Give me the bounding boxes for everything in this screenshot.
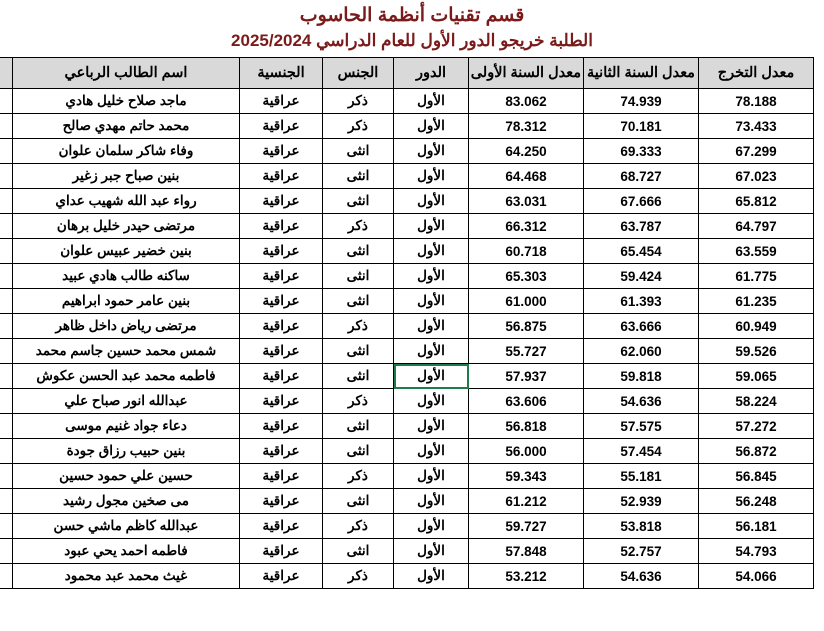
cell-nat[interactable]: عراقية [240,389,323,414]
cell-gender[interactable]: ذكر [323,114,394,139]
cell-gender[interactable]: انثى [323,414,394,439]
cell-round[interactable]: الأول [394,464,469,489]
cell-round[interactable]: الأول [394,539,469,564]
cell-gpa[interactable]: 57.272 [699,414,814,439]
cell-round[interactable]: الأول [394,239,469,264]
cell-nat[interactable]: عراقية [240,364,323,389]
cell-num[interactable] [0,539,13,564]
cell-y2[interactable]: 53.818 [584,514,699,539]
cell-y2[interactable]: 61.393 [584,289,699,314]
table-row [0,214,814,239]
cell-y2[interactable]: 62.060 [584,339,699,364]
cell-nat[interactable]: عراقية [240,139,323,164]
cell-gender[interactable]: انثى [323,289,394,314]
cell-num[interactable] [0,114,13,139]
cell-gpa[interactable]: 56.181 [699,514,814,539]
cell-gpa[interactable]: 56.872 [699,439,814,464]
cell-num[interactable] [0,189,13,214]
cell-y2[interactable]: 63.666 [584,314,699,339]
table-row [0,114,814,139]
table-header-row [0,58,814,89]
cell-nat[interactable]: عراقية [240,89,323,114]
table-header [0,58,814,89]
cell-gpa[interactable]: 60.949 [699,314,814,339]
column-header-num[interactable] [0,58,13,89]
cell-num[interactable] [0,414,13,439]
column-header-y1[interactable]: معدل السنة الأولى [469,58,584,89]
cell-num[interactable] [0,239,13,264]
cell-nat[interactable]: عراقية [240,114,323,139]
cell-num[interactable] [0,214,13,239]
cell-name[interactable]: وفاء شاكر سلمان علوان [13,139,240,164]
cell-gpa[interactable]: 56.845 [699,464,814,489]
cell-gender[interactable]: انثى [323,489,394,514]
cell-name[interactable]: بنين حبيب رزاق جودة [13,439,240,464]
table-row [0,539,814,564]
cell-gender[interactable]: انثى [323,364,394,389]
cell-name[interactable]: بنين عامر حمود ابراهيم [13,289,240,314]
cell-gender[interactable]: انثى [323,164,394,189]
cell-num[interactable] [0,564,13,589]
cell-round[interactable]: الأول [394,139,469,164]
cell-y1[interactable]: 61.000 [469,289,584,314]
cell-nat[interactable]: عراقية [240,489,323,514]
cell-num[interactable] [0,264,13,289]
cell-gpa[interactable]: 63.559 [699,239,814,264]
cell-gpa[interactable]: 54.066 [699,564,814,589]
cell-num[interactable] [0,364,13,389]
cell-gpa[interactable]: 78.188 [699,89,814,114]
cell-gender[interactable]: انثى [323,239,394,264]
cell-round[interactable]: الأول [394,89,469,114]
cell-gender[interactable]: ذكر [323,314,394,339]
cell-name[interactable]: مرتضى حيدر خليل برهان [13,214,240,239]
cell-num[interactable] [0,314,13,339]
table-row [0,314,814,339]
cell-num[interactable] [0,89,13,114]
cell-num[interactable] [0,164,13,189]
cell-name[interactable]: دعاء جواد غنيم موسى [13,414,240,439]
cell-gpa[interactable]: 56.248 [699,489,814,514]
cell-y1[interactable]: 59.343 [469,464,584,489]
cell-y1[interactable]: 63.031 [469,189,584,214]
cell-gpa[interactable]: 61.235 [699,289,814,314]
cell-y1[interactable]: 66.312 [469,214,584,239]
cell-nat[interactable]: عراقية [240,439,323,464]
table-row [0,289,814,314]
cell-y2[interactable]: 70.181 [584,114,699,139]
cell-round[interactable]: الأول [394,214,469,239]
table-row [0,189,814,214]
cell-y1[interactable]: 60.718 [469,239,584,264]
cell-nat[interactable]: عراقية [240,164,323,189]
cell-round[interactable]: الأول [394,514,469,539]
cell-round[interactable]: الأول [394,439,469,464]
cell-round[interactable]: الأول [394,264,469,289]
cell-round[interactable]: الأول [394,339,469,364]
table-row [0,339,814,364]
cell-y2[interactable]: 59.424 [584,264,699,289]
cell-y1[interactable]: 64.250 [469,139,584,164]
cell-gender[interactable]: انثى [323,439,394,464]
cell-name[interactable]: عبدالله كاظم ماشي حسن [13,514,240,539]
cell-y2[interactable]: 74.939 [584,89,699,114]
cell-gpa[interactable]: 61.775 [699,264,814,289]
cell-nat[interactable]: عراقية [240,539,323,564]
cell-y1[interactable]: 61.212 [469,489,584,514]
cell-nat[interactable]: عراقية [240,239,323,264]
cell-name[interactable]: فاطمه احمد يحي عبود [13,539,240,564]
cell-y2[interactable]: 54.636 [584,564,699,589]
cell-gender[interactable]: انثى [323,189,394,214]
cell-nat[interactable]: عراقية [240,564,323,589]
cell-y1[interactable]: 64.468 [469,164,584,189]
cell-num[interactable] [0,339,13,364]
cell-gpa[interactable]: 67.299 [699,139,814,164]
cell-num[interactable] [0,439,13,464]
cell-name[interactable]: ماجد صلاح خليل هادي [13,89,240,114]
cell-y1[interactable]: 56.000 [469,439,584,464]
cell-name[interactable]: بنين صباح جبر زغير [13,164,240,189]
table-body [0,89,814,589]
cell-y1[interactable]: 55.727 [469,339,584,364]
cell-gpa[interactable]: 65.812 [699,189,814,214]
column-header-nat[interactable]: الجنسية [240,58,323,89]
cell-y1[interactable]: 83.062 [469,89,584,114]
cell-nat[interactable]: عراقية [240,289,323,314]
cell-nat[interactable]: عراقية [240,339,323,364]
cell-round[interactable]: الأول [394,164,469,189]
table-row [0,464,814,489]
table-row [0,439,814,464]
cell-name[interactable]: رواء عبد الله شهيب عداي [13,189,240,214]
table-row [0,164,814,189]
table-row [0,139,814,164]
cell-gender[interactable]: ذكر [323,464,394,489]
cell-y1[interactable]: 56.818 [469,414,584,439]
table-row [0,414,814,439]
cell-gender[interactable]: ذكر [323,564,394,589]
cell-round[interactable]: الأول [394,314,469,339]
cell-round[interactable]: الأول [394,489,469,514]
table-row [0,89,814,114]
cell-gpa[interactable]: 54.793 [699,539,814,564]
cell-nat[interactable]: عراقية [240,314,323,339]
cell-nat[interactable]: عراقية [240,464,323,489]
cell-num[interactable] [0,389,13,414]
cell-gender[interactable]: انثى [323,139,394,164]
cell-nat[interactable]: عراقية [240,264,323,289]
cell-gender[interactable]: ذكر [323,89,394,114]
cell-y1[interactable]: 59.727 [469,514,584,539]
cell-name[interactable]: فاطمه محمد عبد الحسن عكوش [13,364,240,389]
cell-y2[interactable]: 52.757 [584,539,699,564]
cell-gpa[interactable]: 73.433 [699,114,814,139]
document-header [10,3,814,57]
cell-name[interactable]: مى صخين مجول رشيد [13,489,240,514]
cell-y1[interactable]: 53.212 [469,564,584,589]
cell-y2[interactable]: 52.939 [584,489,699,514]
cell-gender[interactable]: انثى [323,539,394,564]
cell-y2[interactable]: 67.666 [584,189,699,214]
cell-num[interactable] [0,289,13,314]
table-row [0,564,814,589]
cell-gpa[interactable]: 64.797 [699,214,814,239]
cell-name[interactable]: ساكنه طالب هادي عبيد [13,264,240,289]
cell-name[interactable]: بنين خضير عبيس علوان [13,239,240,264]
cell-gpa[interactable]: 67.023 [699,164,814,189]
cell-round[interactable]: الأول [394,114,469,139]
cell-gender[interactable]: انثى [323,264,394,289]
cell-round[interactable]: الأول [394,289,469,314]
cell-gender[interactable]: ذكر [323,214,394,239]
cell-gender[interactable]: ذكر [323,514,394,539]
cell-nat[interactable]: عراقية [240,189,323,214]
cell-y1[interactable]: 65.303 [469,264,584,289]
cell-round[interactable]: الأول [394,564,469,589]
cell-gender[interactable]: انثى [323,339,394,364]
cell-num[interactable] [0,464,13,489]
cell-num[interactable] [0,139,13,164]
cell-y2[interactable]: 69.333 [584,139,699,164]
cell-y1[interactable]: 63.606 [469,389,584,414]
cell-name[interactable]: غيث محمد عبد محمود [13,564,240,589]
table-row [0,264,814,289]
page-title: قسم تقنيات أنظمة الحاسوب [299,5,525,26]
table-row [0,239,814,264]
cell-gpa[interactable]: 59.065 [699,364,814,389]
cell-nat[interactable]: عراقية [240,214,323,239]
cell-name[interactable]: شمس محمد حسين جاسم محمد [13,339,240,364]
column-header-gender[interactable]: الجنس [323,58,394,89]
cell-nat[interactable]: عراقية [240,414,323,439]
cell-gpa[interactable]: 58.224 [699,389,814,414]
column-header-round[interactable]: الدور [394,58,469,89]
cell-y2[interactable]: 57.454 [584,439,699,464]
table-row [0,489,814,514]
cell-y2[interactable]: 54.636 [584,389,699,414]
cell-round[interactable]: الأول [394,389,469,414]
cell-round[interactable]: الأول [394,189,469,214]
column-header-y2[interactable]: معدل السنة الثانية [584,58,699,89]
cell-y2[interactable]: 63.787 [584,214,699,239]
table-row [0,389,814,414]
cell-name[interactable]: محمد حاتم مهدي صالح [13,114,240,139]
cell-y2[interactable]: 68.727 [584,164,699,189]
cell-num[interactable] [0,514,13,539]
column-header-name[interactable]: اسم الطالب الرباعي [13,58,240,89]
cell-gpa[interactable]: 59.526 [699,339,814,364]
cell-y1[interactable]: 57.937 [469,364,584,389]
graduates-table [0,57,814,589]
cell-y2[interactable]: 57.575 [584,414,699,439]
table-row [0,364,814,389]
cell-y1[interactable]: 78.312 [469,114,584,139]
table-row [0,514,814,539]
cell-y2[interactable]: 55.181 [584,464,699,489]
cell-y2[interactable]: 65.454 [584,239,699,264]
cell-round[interactable]: الأول [394,364,469,389]
cell-nat[interactable]: عراقية [240,514,323,539]
cell-y1[interactable]: 57.848 [469,539,584,564]
page-bottom-edge [10,589,814,597]
page-subtitle: الطلبة خريجو الدور الأول للعام الدراسي 2025/2024 [231,30,593,50]
cell-gender[interactable]: ذكر [323,389,394,414]
cell-num[interactable] [0,489,13,514]
cell-y2[interactable]: 59.818 [584,364,699,389]
cell-name[interactable]: مرتضى رياض داخل ظاهر [13,314,240,339]
cell-round[interactable]: الأول [394,414,469,439]
cell-y1[interactable]: 56.875 [469,314,584,339]
cell-name[interactable]: حسين علي حمود حسين [13,464,240,489]
cell-name[interactable]: عبدالله انور صباح علي [13,389,240,414]
column-header-gpa[interactable]: معدل التخرج [699,58,814,89]
